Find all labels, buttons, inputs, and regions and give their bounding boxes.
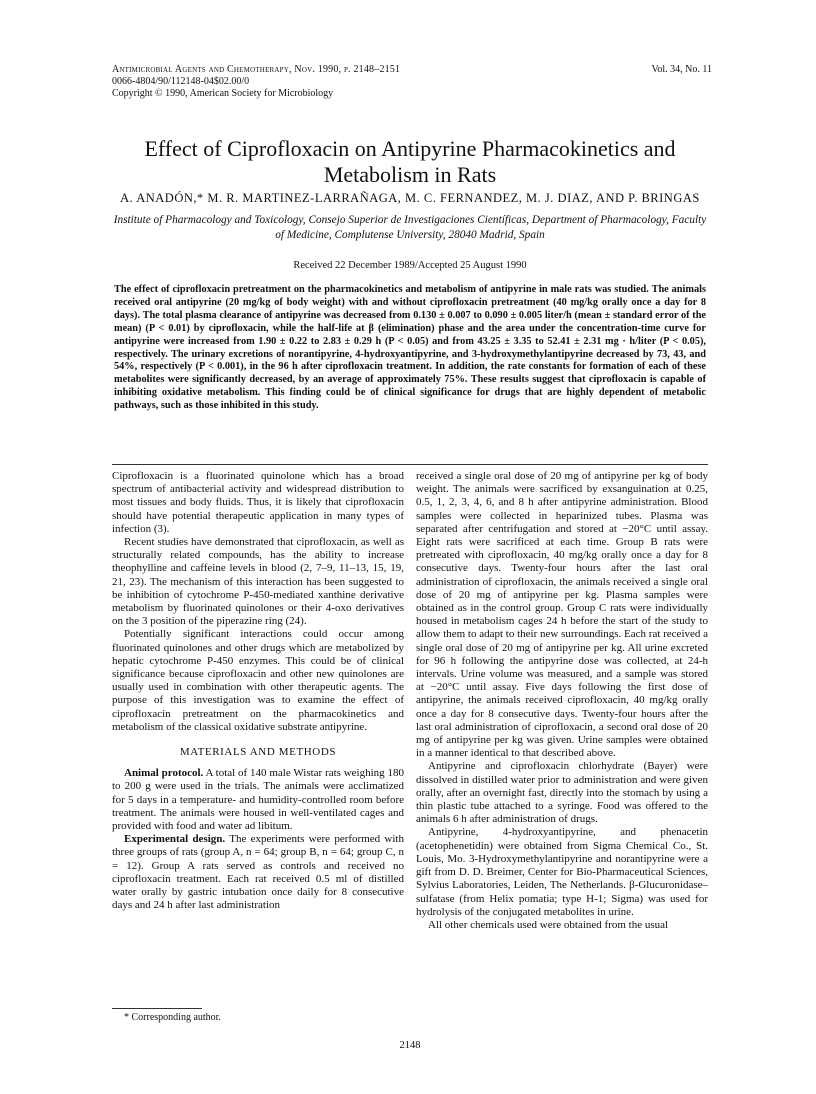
volume-issue: Vol. 34, No. 11 [651, 64, 712, 75]
run-in-heading: Experimental design. [124, 833, 226, 846]
right-column [416, 470, 708, 932]
intro-paragraph: Ciprofloxacin is a fluorinated quinolone which has a broad spectrum of antibacterial activity and widespread distribution to most tissues and body fluids. Thus, it is likely that ciprofloxacin should have potential therapeutic application in many types of infection (3). [112, 470, 404, 535]
intro-paragraph: Recent studies have demonstrated that ciprofloxacin, as well as structurally related compounds, has the ability to increase theophylline and caffeine levels in blood (2, 7–9, 11–13, 15, 19, 21, 23). The mechanism of this interaction has been suggested to be inhibition of cytochrome P-450-mediated xanthine derivative metabolism by fluorinated quinolones or their 4-oxo derivatives on the 3 position of the piperazine ring (24). [112, 536, 404, 628]
body-paragraph: All other chemicals used were obtained from the usual [428, 918, 669, 931]
copyright-line: Copyright © 1990, American Society for Microbiology [112, 88, 334, 99]
footnote: * Corresponding author. [124, 1012, 221, 1023]
article-title: Effect of Ciprofloxacin on Antipyrine Pharmacokinetics and Metabolism in Rats [144, 136, 676, 187]
experimental-design-paragraph [112, 833, 404, 912]
section-heading-methods: MATERIALS AND METHODS [179, 746, 337, 759]
footnote-divider [112, 1008, 202, 1009]
page-number: 2148 [399, 1040, 421, 1051]
animal-protocol-paragraph [112, 767, 404, 833]
article-code: 0066-4804/90/112148-04$02.00/0 [112, 76, 250, 87]
body-paragraph: Antipyrine, 4-hydroxyantipyrine, and phenacetin (acetophenetidin) were obtained from Sigma Chemical Co., St. Louis, Mo. 3-Hydroxymethylantipyrine and norantipyrine were a gift from D. D. Breimer, Center for Bio-Pharmaceutical Sciences, Sylvius Laboratories, Leiden, The Netherlands. β-Glucuronidase–sulfatase (from Helix pomatia; type H-1; Sigma) was used for hydrolysis of the conjugated metabolites in urine. [416, 826, 708, 918]
running-header [112, 64, 712, 100]
paragraph-text: A total of 140 male Wistar rats weighing 180 to 200 g were used in the trials. The animals were acclimatized for 5 days in a temperature- and humidity-controlled room before treatment. The animals were housed in well-ventilated cages and provided with food and water ad libitum. [112, 767, 404, 833]
run-in-heading: Animal protocol. [124, 767, 204, 780]
paragraph-text: The experiments were performed with three groups of rats (group A, n = 64; group B, n = 64; group C, n = 12). Group A rats served as controls and received no ciprofloxacin treatment. Each rat received 0.5 ml of distilled water orally by gastric intubation once daily for 8 consecutive days and 24 h after last administration [112, 833, 404, 912]
journal-citation: Antimicrobial Agents and Chemotherapy, Nov. 1990, p. 2148–2151 [112, 64, 401, 75]
abstract-divider [112, 464, 708, 465]
body-paragraph: Antipyrine and ciprofloxacin chlorhydrate (Bayer) were dissolved in distilled water prior to administration and were given orally, after an overnight fast, directly into the stomach by using a thin plastic tube attached to a syringe. Food was offered to the animals 6 h after administration of drugs. [416, 760, 708, 826]
abstract: The effect of ciprofloxacin pretreatment on the pharmacokinetics and metabolism of antipyrine in male rats was studied. The animals received oral antipyrine (20 mg/kg of body weight) with and without ciprofloxacin pretreatment (40 mg/kg orally once a day for 8 days). The total plasma clearance of antipyrine was decreased from 0.130 ± 0.007 to 0.090 ± 0.005 liter/h (mean ± standard error of the mean) (P < 0.01) by ciprofloxacin, while the half-life at β (elimination) phase and the area under the concentration-time curve for antipyrine were increased from 1.90 ± 0.22 to 2.83 ± 0.29 h (P < 0.05) and from 43.25 ± 3.35 to 52.41 ± 2.31 mg · h/liter (P < 0.05), respectively. The urinary excretions of norantipyrine, 4-hydroxyantipyrine, and 3-hydroxymethylantipyrine decreased by 73, 43, and 54%, respectively (P < 0.001), in the 96 h after ciprofloxacin treatment. In addition, the rate constants for formation of each of these metabolites were significantly decreased, by an average of approximately 75%. These results suggest that ciprofloxacin is capable of inhibiting oxidative metabolism. This finding could be of clinical significance for drugs that are highly dependent of metabolic pathways, such as those inhibited in this study. [114, 284, 706, 412]
left-column [112, 470, 404, 913]
author-affiliation: Institute of Pharmacology and Toxicology, Consejo Superior de Investigaciones Científicas, Department of Pharmacology, Faculty of Medicine, Complutense University, 28040 Madrid, Spain [113, 214, 707, 241]
author-list: A. ANADÓN,* M. R. MARTINEZ-LARRAÑAGA, M. C. FERNANDEZ, M. J. DIAZ, AND P. BRINGAS [120, 191, 700, 205]
body-paragraph: received a single oral dose of 20 mg of antipyrine per kg of body weight. The animals were sacrificed by exsanguination at 0.25, 0.5, 1, 2, 3, 4, 6, and 8 h after antipyrine administration. Blood samples were collected in heparinized tubes. Plasma was separated after centrifugation and stored at −20°C until assay. Eight rats were sacrificed at each time. Group B rats were pretreated with ciprofloxacin, 40 mg/kg orally once a day for 8 consecutive days. Twenty-four hours after the last oral administration of ciprofloxacin, the animals received a single oral dose of 20 mg of antipyrine per kg. Plasma samples were obtained as in the control group. Group C rats were individually housed in metabolism cages 24 h before the start of the study to allow them to adapt to their new surroundings. Each rat received a single oral dose of 20 mg of antipyrine per kg. All urine excreted for 96 h following the antipyrine dose was collected, at 24-h intervals. Urine volume was measured, and a sample was stored at −20°C until assay. Five days following the first dose of antipyrine, the animals received ciprofloxacin, 40 mg/kg orally once a day for 8 consecutive days. Twenty-four hours after the last oral administration of ciprofloxacin, a second oral dose of 20 mg of antipyrine per kg was given. Urine samples were obtained in a manner identical to that described above. [416, 470, 709, 760]
received-dates: Received 22 December 1989/Accepted 25 August 1990 [293, 260, 527, 271]
intro-paragraph: Potentially significant interactions could occur among fluorinated quinolones and other drugs which are metabolized by hepatic cytochrome P-450 enzymes. This could be of clinical significance because ciprofloxacin and other new quinolones are usually used in combination with other therapeutic agents. The purpose of this investigation was to examine the effect of ciprofloxacin pretreatment on the pharmacokinetics and metabolism of the classical oxidative substrate antipyrine. [112, 628, 404, 733]
